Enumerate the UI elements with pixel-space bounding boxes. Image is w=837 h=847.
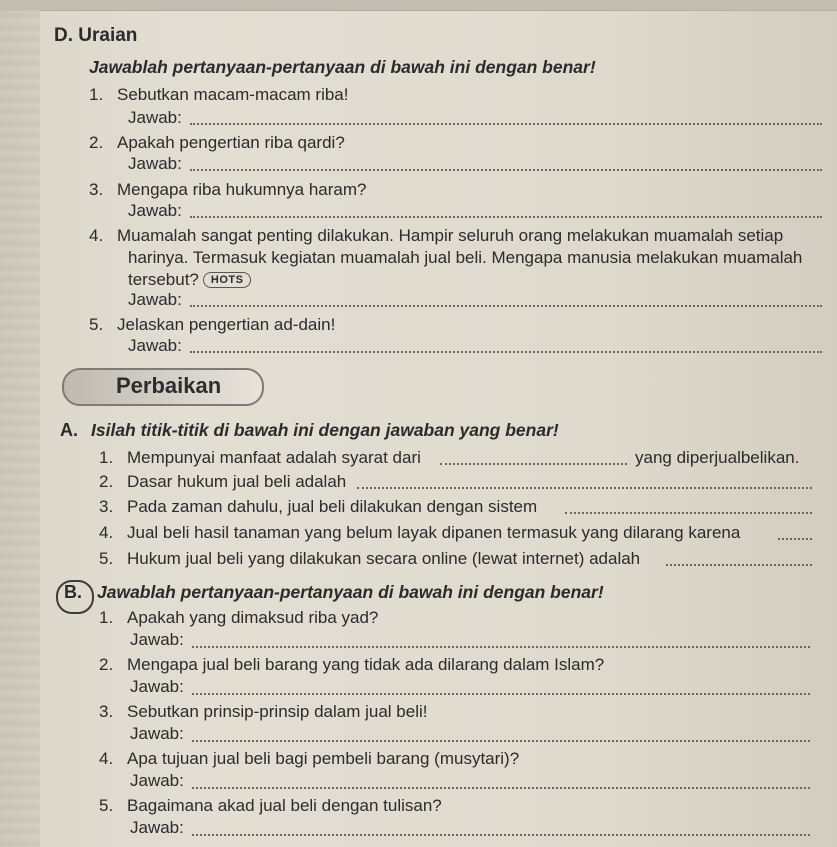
a-answer-line-2[interactable]	[357, 487, 812, 489]
b-jawab-label-2: Jawab:	[130, 677, 184, 696]
d-jawab-label-5: Jawab:	[128, 336, 182, 355]
d-answer-line-5[interactable]	[190, 351, 822, 353]
hots-badge: HOTS	[203, 272, 252, 288]
a-answer-line-5[interactable]	[666, 564, 812, 566]
d-question-4-line-3: tersebut? HOTS	[128, 270, 251, 290]
page-top-edge	[0, 0, 837, 11]
b-jawab-label-4: Jawab:	[130, 771, 184, 790]
a-item-1: 1. Mempunyai manfaat adalah syarat dari	[99, 448, 421, 467]
perbaikan-title: Perbaikan	[116, 373, 222, 398]
b-question-2: 2. Mengapa jual beli barang yang tidak ada dilarang dalam Islam?	[99, 655, 605, 674]
b-jawab-label-1: Jawab:	[130, 630, 184, 649]
b-question-3: 3. Sebutkan prinsip-prinsip dalam jual beli!	[99, 702, 428, 721]
a-item-2: 2. Dasar hukum jual beli adalah	[99, 472, 347, 491]
section-d-instruction: Jawablah pertanyaan-pertanyaan di bawah ini dengan benar!	[89, 57, 596, 77]
b-answer-line-2[interactable]	[192, 693, 810, 695]
b-answer-line-1[interactable]	[192, 646, 810, 648]
section-b-instruction: Jawablah pertanyaan-pertanyaan di bawah ini dengan benar!	[97, 582, 604, 602]
d-question-3: 3. Mengapa riba hukumnya haram?	[89, 180, 367, 199]
a-answer-line-3[interactable]	[565, 512, 812, 514]
b-answer-line-5[interactable]	[192, 834, 810, 836]
d-answer-line-3[interactable]	[190, 216, 822, 218]
d-answer-line-2[interactable]	[190, 169, 822, 171]
d-question-5: 5. Jelaskan pengertian ad-dain!	[89, 315, 336, 334]
section-a-instruction: Isilah titik-titik di bawah ini dengan jawaban yang benar!	[91, 420, 559, 440]
b-question-5: 5. Bagaimana akad jual beli dengan tulisan?	[99, 796, 442, 815]
b-jawab-label-5: Jawab:	[130, 818, 184, 837]
b-answer-line-4[interactable]	[192, 787, 810, 789]
a-item-5: 5. Hukum jual beli yang dilakukan secara online (lewat internet) adalah	[99, 549, 641, 568]
d-question-2: 2. Apakah pengertian riba qardi?	[89, 133, 345, 152]
d-answer-line-4[interactable]	[190, 305, 822, 307]
d-jawab-label-2: Jawab:	[128, 154, 182, 173]
b-question-1: 1. Apakah yang dimaksud riba yad?	[99, 608, 379, 627]
a-answer-line-1[interactable]	[440, 463, 627, 465]
d-jawab-label-3: Jawab:	[128, 201, 182, 220]
b-jawab-label-3: Jawab:	[130, 724, 184, 743]
a-answer-line-4[interactable]	[778, 538, 812, 540]
section-d-heading: D. Uraian	[54, 25, 138, 46]
d-jawab-label-4: Jawab:	[128, 290, 182, 309]
b-answer-line-3[interactable]	[192, 740, 810, 742]
page-binding-shadow	[0, 10, 40, 847]
d-answer-line-1[interactable]	[190, 123, 822, 125]
a-item-1-tail: yang diperjualbelikan.	[635, 448, 800, 467]
d-jawab-label-1: Jawab:	[128, 108, 182, 127]
section-b-heading: B.	[64, 582, 82, 602]
section-a-heading: A.	[60, 420, 78, 440]
d-question-4-line-2: harinya. Termasuk kegiatan muamalah jual beli. Mengapa manusia melakukan muamalah	[128, 248, 803, 267]
d-question-4: 4. Muamalah sangat penting dilakukan. Hampir seluruh orang melakukan muamalah setiap	[89, 226, 784, 245]
b-question-4: 4. Apa tujuan jual beli bagi pembeli barang (musytari)?	[99, 749, 520, 768]
a-item-3: 3. Pada zaman dahulu, jual beli dilakukan dengan sistem	[99, 497, 538, 516]
a-item-4: 4. Jual beli hasil tanaman yang belum layak dipanen termasuk yang dilarang karena	[99, 523, 741, 542]
d-question-1: 1. Sebutkan macam-macam riba!	[89, 85, 349, 104]
